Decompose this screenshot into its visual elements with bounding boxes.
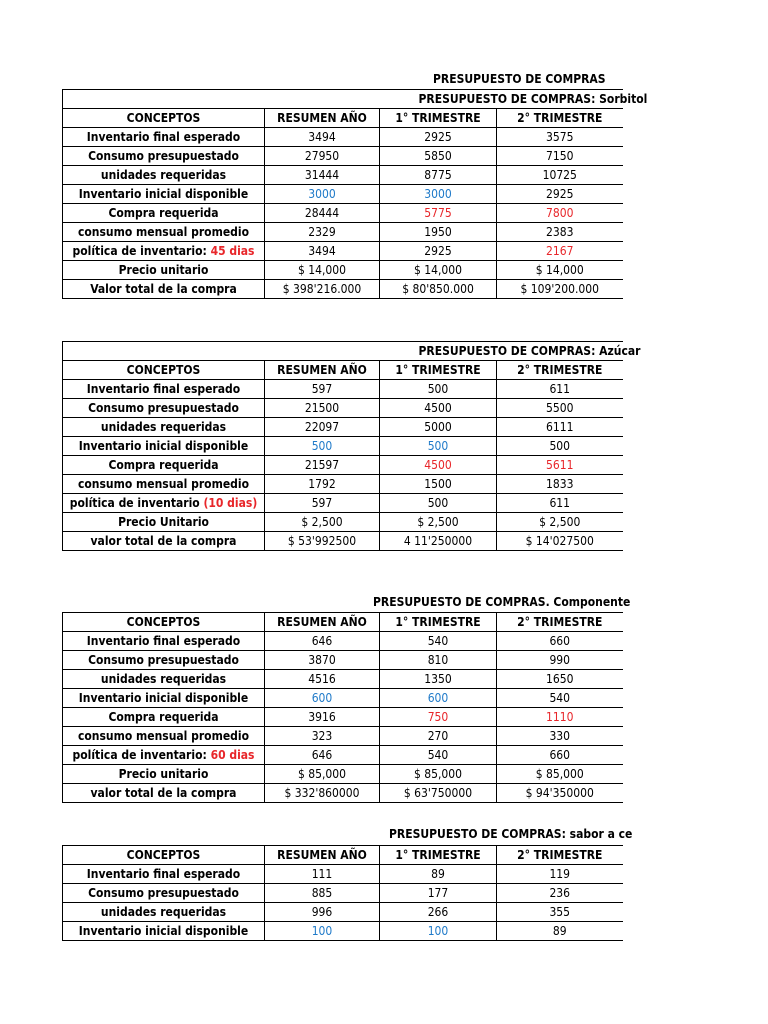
column-header: 2° TRIMESTRE bbox=[497, 361, 623, 380]
table-row bbox=[63, 456, 623, 475]
table-cell: 500 bbox=[497, 437, 623, 456]
table-cell: 270 bbox=[380, 727, 497, 746]
row-label-text: unidades requeridas bbox=[100, 420, 227, 434]
table-cell: 27950 bbox=[265, 147, 380, 166]
row-label bbox=[63, 727, 265, 746]
table-cell: 500 bbox=[380, 380, 497, 399]
table-cell: 600 bbox=[265, 689, 380, 708]
row-label bbox=[63, 399, 265, 418]
table-header-row bbox=[63, 361, 623, 380]
table-row bbox=[63, 242, 623, 261]
column-header: 1° TRIMESTRE bbox=[380, 361, 497, 380]
table-row bbox=[63, 513, 623, 532]
row-label-text: unidades requeridas bbox=[100, 672, 227, 686]
row-label bbox=[63, 128, 265, 147]
table-cell: $ 2,500 bbox=[497, 513, 623, 532]
row-label bbox=[63, 147, 265, 166]
table-cell: $ 14,000 bbox=[380, 261, 497, 280]
table-cell: 646 bbox=[265, 632, 380, 651]
table-caption-sabor: PRESUPUESTO DE COMPRAS: sabor a ce bbox=[389, 827, 633, 841]
column-header: 1° TRIMESTRE bbox=[380, 846, 497, 865]
row-label bbox=[63, 708, 265, 727]
table-caption bbox=[63, 90, 648, 109]
table-cell: 600 bbox=[380, 689, 497, 708]
row-label-text: Precio unitario bbox=[118, 263, 209, 277]
table-row bbox=[63, 865, 623, 884]
row-label-text: Precio unitario bbox=[118, 767, 209, 781]
row-label bbox=[63, 865, 265, 884]
table-cell: 3494 bbox=[265, 128, 380, 147]
row-label-text: Valor total de la compra bbox=[90, 282, 237, 296]
row-label bbox=[63, 280, 265, 299]
table-row bbox=[63, 437, 623, 456]
table-row bbox=[63, 128, 623, 147]
column-header: 1° TRIMESTRE bbox=[380, 613, 497, 632]
table-cell: $ 53'992500 bbox=[265, 532, 380, 551]
table-cell: 2329 bbox=[265, 223, 380, 242]
row-label-text: política de inventario: bbox=[72, 748, 211, 762]
table-cell: 1650 bbox=[497, 670, 623, 689]
row-label-text: Inventario final esperado bbox=[86, 382, 241, 396]
table-cell: 646 bbox=[265, 746, 380, 765]
table-cell: 5775 bbox=[380, 204, 497, 223]
table-header-row bbox=[63, 613, 623, 632]
table-cell: 660 bbox=[497, 632, 623, 651]
row-label-text: unidades requeridas bbox=[100, 168, 227, 182]
column-header: RESUMEN AÑO bbox=[265, 109, 380, 128]
table-cell: 119 bbox=[497, 865, 623, 884]
row-label bbox=[63, 922, 265, 941]
row-label-text: política de inventario bbox=[69, 496, 204, 510]
table-cell: 6111 bbox=[497, 418, 623, 437]
table-caption bbox=[63, 342, 641, 361]
row-label-text: consumo mensual promedio bbox=[77, 225, 250, 239]
table-cell: 266 bbox=[380, 903, 497, 922]
row-label-text: Inventario final esperado bbox=[86, 634, 241, 648]
table-cell: 540 bbox=[380, 632, 497, 651]
table-row bbox=[63, 185, 623, 204]
table-cell: $ 85,000 bbox=[380, 765, 497, 784]
table-cell: 500 bbox=[380, 437, 497, 456]
column-header: 2° TRIMESTRE bbox=[497, 846, 623, 865]
row-label bbox=[63, 903, 265, 922]
table-cell: $ 85,000 bbox=[497, 765, 623, 784]
table-cell: 89 bbox=[497, 922, 623, 941]
column-header: CONCEPTOS bbox=[63, 109, 265, 128]
table-cell: 100 bbox=[265, 922, 380, 941]
row-label-text: Consumo presupuestado bbox=[88, 653, 239, 667]
row-label-text: Inventario inicial disponible bbox=[78, 691, 249, 705]
table-cell: 5611 bbox=[497, 456, 623, 475]
row-label bbox=[63, 475, 265, 494]
row-label-text: Inventario inicial disponible bbox=[78, 187, 249, 201]
row-label bbox=[63, 670, 265, 689]
table-cell: 1110 bbox=[497, 708, 623, 727]
row-label-text: Consumo presupuestado bbox=[88, 149, 239, 163]
table-cell: $ 63'750000 bbox=[380, 784, 497, 803]
row-label-text: Consumo presupuestado bbox=[88, 886, 239, 900]
table-cell: 21500 bbox=[265, 399, 380, 418]
purchase-table-sabor bbox=[62, 845, 612, 941]
table-cell: 5500 bbox=[497, 399, 623, 418]
table-cell: 597 bbox=[265, 380, 380, 399]
table-cell: 750 bbox=[380, 708, 497, 727]
table-cell: $ 80'850.000 bbox=[380, 280, 497, 299]
row-label bbox=[63, 746, 265, 765]
table-cell: 500 bbox=[380, 494, 497, 513]
table-cell: $ 109'200.000 bbox=[497, 280, 623, 299]
table-row bbox=[63, 632, 623, 651]
table-cell: 21597 bbox=[265, 456, 380, 475]
row-label bbox=[63, 784, 265, 803]
table-row bbox=[63, 147, 623, 166]
table-cell: 611 bbox=[497, 494, 623, 513]
table-cell: 3494 bbox=[265, 242, 380, 261]
table-caption-row bbox=[63, 90, 623, 109]
row-label bbox=[63, 242, 265, 261]
table-cell: 5000 bbox=[380, 418, 497, 437]
table-cell: 355 bbox=[497, 903, 623, 922]
row-label-text: Compra requerida bbox=[108, 206, 219, 220]
table-row bbox=[63, 765, 623, 784]
row-label bbox=[63, 223, 265, 242]
table-cell: 111 bbox=[265, 865, 380, 884]
row-label bbox=[63, 494, 265, 513]
table-cell: 1792 bbox=[265, 475, 380, 494]
table-cell: 4500 bbox=[380, 456, 497, 475]
column-header: RESUMEN AÑO bbox=[265, 613, 380, 632]
table-cell: $ 398'216.000 bbox=[265, 280, 380, 299]
row-label-text: Inventario final esperado bbox=[86, 867, 241, 881]
row-label-text: Inventario final esperado bbox=[86, 130, 241, 144]
table-cell: 2925 bbox=[380, 128, 497, 147]
table-cell: $ 2,500 bbox=[380, 513, 497, 532]
row-label bbox=[63, 689, 265, 708]
table-cell: $ 85,000 bbox=[265, 765, 380, 784]
table-cell: 22097 bbox=[265, 418, 380, 437]
table-cell: 2925 bbox=[380, 242, 497, 261]
column-header: RESUMEN AÑO bbox=[265, 846, 380, 865]
table-row bbox=[63, 380, 623, 399]
table-cell: $ 94'350000 bbox=[497, 784, 623, 803]
table-cell: 177 bbox=[380, 884, 497, 903]
table-cell: $ 332'860000 bbox=[265, 784, 380, 803]
row-label-text: Inventario inicial disponible bbox=[78, 439, 249, 453]
table-cell: 3000 bbox=[380, 185, 497, 204]
table-cell: 4516 bbox=[265, 670, 380, 689]
row-label-text: valor total de la compra bbox=[90, 786, 237, 800]
table-cell: 236 bbox=[497, 884, 623, 903]
column-header: CONCEPTOS bbox=[63, 361, 265, 380]
table-cell: 7800 bbox=[497, 204, 623, 223]
purchase-table bbox=[62, 341, 641, 551]
table-caption-text: PRESUPUESTO DE COMPRAS: Sorbitol bbox=[418, 92, 648, 106]
purchase-table-componente bbox=[62, 612, 612, 803]
table-cell: $ 14'027500 bbox=[497, 532, 623, 551]
column-header: 2° TRIMESTRE bbox=[497, 109, 623, 128]
table-row bbox=[63, 532, 623, 551]
table-cell: $ 2,500 bbox=[265, 513, 380, 532]
row-label-text: consumo mensual promedio bbox=[77, 729, 250, 743]
row-label bbox=[63, 418, 265, 437]
table-row bbox=[63, 494, 623, 513]
table-row bbox=[63, 784, 623, 803]
main-title: PRESUPUESTO DE COMPRAS bbox=[433, 72, 606, 86]
row-label bbox=[63, 204, 265, 223]
table-cell: 3870 bbox=[265, 651, 380, 670]
table-cell: 323 bbox=[265, 727, 380, 746]
row-label-highlight: 60 dias bbox=[210, 748, 255, 762]
row-label bbox=[63, 380, 265, 399]
table-cell: 1350 bbox=[380, 670, 497, 689]
table-cell: 8775 bbox=[380, 166, 497, 185]
table-header-row bbox=[63, 846, 623, 865]
table-cell: 1833 bbox=[497, 475, 623, 494]
table-caption-text: PRESUPUESTO DE COMPRAS: Azúcar bbox=[418, 344, 641, 358]
row-label bbox=[63, 513, 265, 532]
table-cell: 540 bbox=[380, 746, 497, 765]
table-cell: 611 bbox=[497, 380, 623, 399]
table-cell: 10725 bbox=[497, 166, 623, 185]
table-row bbox=[63, 727, 623, 746]
table-cell: $ 14,000 bbox=[497, 261, 623, 280]
column-header: CONCEPTOS bbox=[63, 846, 265, 865]
table-cell: 1950 bbox=[380, 223, 497, 242]
table-cell: 31444 bbox=[265, 166, 380, 185]
row-label-text: Inventario inicial disponible bbox=[78, 924, 249, 938]
table-row bbox=[63, 708, 623, 727]
table-cell: 28444 bbox=[265, 204, 380, 223]
table-row bbox=[63, 903, 623, 922]
row-label-highlight: 45 dias bbox=[210, 244, 255, 258]
row-label bbox=[63, 166, 265, 185]
table-row bbox=[63, 689, 623, 708]
table-row bbox=[63, 884, 623, 903]
table-cell: 810 bbox=[380, 651, 497, 670]
table-cell: 5850 bbox=[380, 147, 497, 166]
table-cell: 885 bbox=[265, 884, 380, 903]
table-row bbox=[63, 166, 623, 185]
row-label bbox=[63, 632, 265, 651]
row-label-text: Consumo presupuestado bbox=[88, 401, 239, 415]
table-cell: 3916 bbox=[265, 708, 380, 727]
row-label-text: Compra requerida bbox=[108, 458, 219, 472]
table-row bbox=[63, 280, 623, 299]
table-cell: 2383 bbox=[497, 223, 623, 242]
table-cell: 4 11'250000 bbox=[380, 532, 497, 551]
row-label bbox=[63, 765, 265, 784]
table-cell: $ 14,000 bbox=[265, 261, 380, 280]
table-header-row bbox=[63, 109, 623, 128]
purchase-table-azucar bbox=[62, 341, 641, 551]
table-row bbox=[63, 418, 623, 437]
row-label bbox=[63, 437, 265, 456]
row-label-text: consumo mensual promedio bbox=[77, 477, 250, 491]
table-cell: 100 bbox=[380, 922, 497, 941]
table-cell: 540 bbox=[497, 689, 623, 708]
table-row bbox=[63, 670, 623, 689]
row-label-highlight: (10 dias) bbox=[203, 496, 258, 510]
table-cell: 4500 bbox=[380, 399, 497, 418]
table-cell: 2167 bbox=[497, 242, 623, 261]
table-row bbox=[63, 651, 623, 670]
table-row bbox=[63, 261, 623, 280]
table-row bbox=[63, 746, 623, 765]
row-label-text: Precio Unitario bbox=[118, 515, 209, 529]
table-cell: 3575 bbox=[497, 128, 623, 147]
purchase-table-sorbitol bbox=[62, 89, 648, 299]
column-header: 1° TRIMESTRE bbox=[380, 109, 497, 128]
table-row bbox=[63, 223, 623, 242]
row-label bbox=[63, 884, 265, 903]
table-row bbox=[63, 204, 623, 223]
row-label-text: política de inventario: bbox=[72, 244, 211, 258]
table-caption-row bbox=[63, 342, 623, 361]
column-header: RESUMEN AÑO bbox=[265, 361, 380, 380]
table-cell: 2925 bbox=[497, 185, 623, 204]
column-header: CONCEPTOS bbox=[63, 613, 265, 632]
table-row bbox=[63, 399, 623, 418]
purchase-table bbox=[62, 612, 623, 803]
table-row bbox=[63, 475, 623, 494]
table-cell: 660 bbox=[497, 746, 623, 765]
table-cell: 7150 bbox=[497, 147, 623, 166]
row-label bbox=[63, 651, 265, 670]
row-label bbox=[63, 185, 265, 204]
row-label bbox=[63, 456, 265, 475]
table-row bbox=[63, 922, 623, 941]
purchase-table bbox=[62, 845, 623, 941]
table-cell: 89 bbox=[380, 865, 497, 884]
table-cell: 990 bbox=[497, 651, 623, 670]
table-cell: 597 bbox=[265, 494, 380, 513]
table-caption-componente: PRESUPUESTO DE COMPRAS. Componente bbox=[373, 595, 631, 609]
row-label-text: valor total de la compra bbox=[90, 534, 237, 548]
table-cell: 1500 bbox=[380, 475, 497, 494]
purchase-table bbox=[62, 89, 648, 299]
row-label-text: Compra requerida bbox=[108, 710, 219, 724]
row-label-text: unidades requeridas bbox=[100, 905, 227, 919]
table-cell: 330 bbox=[497, 727, 623, 746]
column-header: 2° TRIMESTRE bbox=[497, 613, 623, 632]
row-label bbox=[63, 261, 265, 280]
row-label bbox=[63, 532, 265, 551]
table-cell: 500 bbox=[265, 437, 380, 456]
table-cell: 3000 bbox=[265, 185, 380, 204]
table-cell: 996 bbox=[265, 903, 380, 922]
